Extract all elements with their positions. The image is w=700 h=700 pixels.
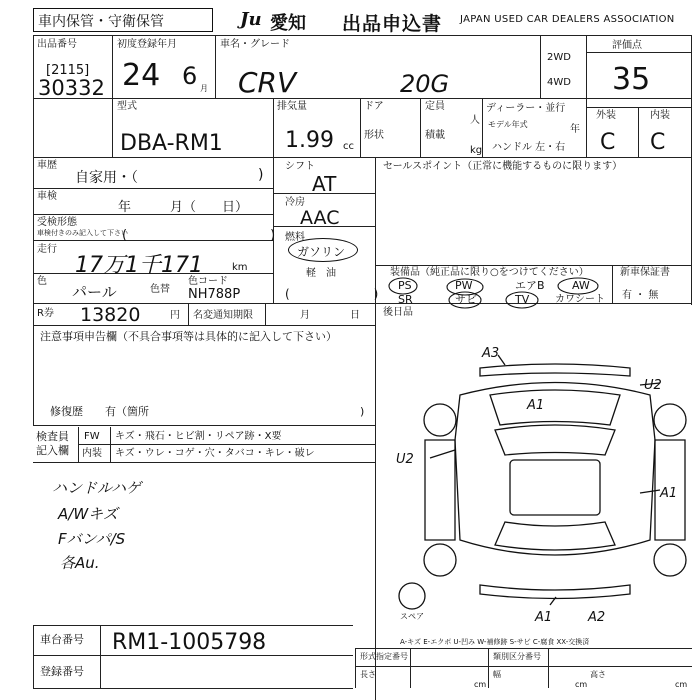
spare-label: スペア — [400, 612, 424, 621]
history-value: 自家用・（ — [75, 170, 138, 186]
damage-mark: A2 — [588, 610, 606, 625]
recycle-label: R券 — [37, 308, 54, 319]
color-value: パール — [72, 283, 117, 301]
mileage-value: 17万1千171 — [75, 253, 203, 278]
capacity-label: 定員 — [425, 101, 445, 112]
color-change-label: 色替 — [150, 284, 170, 295]
color-code-value: NH788P — [188, 287, 241, 302]
deadline-month: 月 — [300, 310, 310, 321]
equip-ps: PS — [398, 279, 412, 292]
interior-grade: C — [650, 130, 666, 155]
notes-title: 注意事項申告欄（不具合事項等は具体的に記入して下さい） — [40, 330, 337, 343]
cm-unit: cm — [575, 680, 588, 689]
color-code-label: 色コード — [188, 276, 228, 287]
history-close: ) — [258, 167, 264, 183]
inspector-label: 検査員記入欄 — [36, 430, 69, 457]
note-line: A/Wキズ — [58, 505, 118, 523]
equipment-label: 装備品（純正品に限り○をつけてください） — [390, 267, 589, 278]
equip-sabi: サビ — [455, 293, 477, 306]
displacement-label: 排気量 — [277, 101, 307, 112]
spare-tire — [399, 583, 425, 609]
equip-aw: AW — [572, 279, 590, 292]
note-line: ハンドルハゲ — [52, 479, 141, 497]
yen-unit: 円 — [170, 310, 180, 321]
damage-mark: A1 — [535, 610, 553, 625]
note-line: Fバンパ/S — [58, 530, 126, 548]
equip-leather: カワシート — [555, 294, 605, 305]
damage-mark: A1 — [660, 486, 678, 501]
car-name-value: CRV — [238, 66, 297, 99]
displacement-value: 1.99 — [285, 128, 334, 153]
lot-number-value: 30332 — [38, 76, 105, 100]
rating-value: 35 — [612, 62, 651, 97]
damage-mark: U2 — [644, 378, 662, 393]
rear-glass — [495, 522, 615, 550]
inspector-text-interior: キズ・ウレ・コゲ・穴・タバコ・キレ・破レ — [115, 448, 315, 459]
two-wd-label: 2WD — [547, 52, 571, 63]
damage-mark: A1 — [527, 398, 545, 413]
cm-unit: cm — [474, 680, 487, 689]
inspector-head-interior: 内装 — [82, 448, 102, 459]
brand-name: 愛知 — [270, 13, 306, 34]
handle-label: ハンドル 左・右 — [492, 142, 566, 153]
fuel-label: 燃料 — [285, 232, 305, 243]
deadline-day: 日 — [350, 310, 360, 321]
new-warranty-label: 新車保証書 — [620, 267, 670, 278]
car-body — [455, 383, 655, 556]
history-label: 車歴 — [37, 160, 57, 171]
shift-label: シフト — [285, 161, 315, 172]
interior-label: 内装 — [650, 110, 670, 121]
rating-label: 評価点 — [612, 40, 642, 51]
form-title: 出品申込書 — [342, 13, 443, 35]
damage-legend: A-キズ E-エクボ U-凹み W-補修跡 S-サビ C-腐食 XX-交換済 — [400, 638, 590, 646]
ju-logo: Ju — [240, 9, 262, 30]
aircon-label: 冷房 — [285, 197, 305, 208]
load-label: 積載 — [425, 130, 445, 141]
inspector-text-fw: キズ・飛石・ヒビ割・リペア跡・X要 — [115, 431, 282, 442]
lot-prefix: [2115] — [46, 63, 90, 78]
height-label: 高さ — [590, 670, 606, 679]
rear-bumper — [480, 585, 630, 599]
front-bumper — [480, 364, 630, 376]
chassis-number-label: 車台番号 — [40, 633, 84, 646]
exterior-label: 外装 — [596, 110, 616, 121]
door-label: ドア — [364, 101, 384, 112]
wheel-rear-right — [654, 544, 686, 576]
shape-label: 形状 — [364, 130, 384, 141]
category-number-label: 類別区分番号 — [493, 652, 541, 661]
equip-tv: TV — [515, 293, 530, 306]
wheel-front-right — [654, 404, 686, 436]
reg-month: 6 — [182, 62, 198, 90]
km-unit: km — [232, 262, 248, 273]
light-oil-label: 軽 油 — [306, 268, 336, 279]
mileage-label: 走行 — [37, 244, 57, 255]
fuel-value: ガソリン — [297, 245, 346, 259]
shift-value: AT — [312, 172, 337, 196]
year-unit: 年 — [570, 124, 580, 135]
association-name: JAPAN USED CAR DEALERS ASSOCIATION — [460, 14, 675, 25]
cm-unit: cm — [675, 680, 688, 689]
model-value: DBA-RM1 — [120, 131, 223, 156]
car-name-label: 車名・グレード — [220, 39, 290, 50]
equip-airbag: エアB — [515, 279, 545, 292]
person-unit: 人 — [470, 115, 480, 126]
repair-history-label: 修復歴 有（箇所 — [50, 405, 149, 418]
repair-history-close: ) — [360, 405, 365, 418]
first-registration-label: 初度登録年月 — [117, 39, 177, 50]
grade-value: 20G — [400, 70, 450, 98]
inspection-value: 年 月（ 日） — [118, 200, 249, 215]
length-label: 長さ — [360, 670, 376, 679]
model-year-label: モデル年式 — [488, 120, 528, 129]
chassis-number-value: RM1-1005798 — [112, 630, 267, 655]
inspector-head-fw: FW — [84, 431, 100, 442]
inspection-label: 車検 — [37, 191, 57, 202]
cc-unit: cc — [343, 141, 354, 152]
warranty-yes-no: 有 ・ 無 — [622, 290, 659, 301]
lot-number-label: 出品番号 — [37, 39, 77, 50]
recycle-value: 13820 — [80, 304, 141, 326]
aircon-value: AAC — [300, 207, 340, 229]
four-wd-label: 4WD — [547, 77, 571, 88]
hood — [490, 390, 620, 425]
kg-unit: kg — [470, 145, 483, 156]
reception-parens: ( ) — [122, 228, 276, 243]
equip-pw: PW — [455, 279, 473, 292]
damage-mark: A3 — [482, 346, 500, 361]
width-label: 幅 — [493, 670, 501, 679]
damage-mark: U2 — [396, 452, 414, 467]
type-designation-label: 形式指定番号 — [360, 652, 408, 661]
model-label: 型式 — [117, 101, 137, 112]
registration-label: 登録番号 — [40, 665, 84, 678]
reception-label: 受検形態 — [37, 217, 77, 228]
dealer-label: ディーラー・並行 — [486, 103, 566, 114]
aftermarket-label: 後日品 — [383, 307, 413, 318]
windshield — [495, 425, 615, 455]
reception-note: 車検付きのみ記入して下さい — [37, 229, 128, 237]
equip-sr: SR — [398, 293, 413, 306]
roof — [510, 460, 600, 515]
month-kanji: 月 — [200, 84, 208, 93]
color-label: 色 — [37, 276, 47, 287]
wheel-front-left — [424, 404, 456, 436]
storage-tag-text: 車内保管・守衛保管 — [38, 14, 164, 30]
sales-points-label: セールスポイント（正常に機能するものに限ります） — [383, 161, 623, 172]
fuel-parens: ( ) — [285, 287, 379, 301]
reg-year: 24 — [122, 58, 161, 93]
name-change-label: 名変通知期限 — [193, 310, 253, 321]
note-line: 各Au. — [60, 554, 100, 572]
exterior-grade: C — [600, 130, 616, 155]
wheel-rear-left — [424, 544, 456, 576]
